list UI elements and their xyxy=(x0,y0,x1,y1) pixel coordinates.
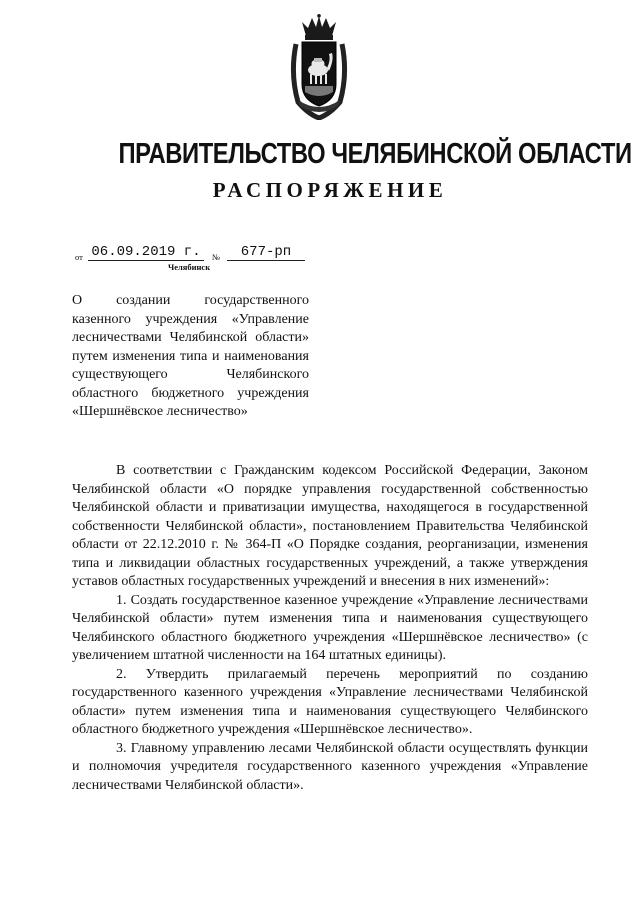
coat-of-arms-emblem xyxy=(288,14,350,120)
paragraph-preamble: В соответствии с Гражданским кодексом Российской Федерации, Законом Челябинской области «О порядке управления государственной собственностью Челябинской области и приватизации имущества, находящегося в государственной собственности Челябинской области», постановлением Правительства Челябинской области от 22.12.2010 г. № 364-П «О Порядке создания, реорганизации, изменения типа и ликвидации областных государственных учреждений, а также утверждения уставов областных государственных учреждений и внесения в них изменений»: xyxy=(72,463,588,589)
number-prefix-label: № xyxy=(212,252,221,262)
date-prefix-label: от xyxy=(75,252,83,262)
paragraph-item-1: 1. Создать государственное казенное учреждение «Управление лесничествами Челябинской области» путем изменения типа и наименования существующего Челябинского областного бюджетного учреждения «Шершнёвское лесничество» (с увеличением штатной численности на 164 штатных единицы). xyxy=(72,592,588,663)
document-registration-line xyxy=(75,244,335,264)
organization-title: ПРАВИТЕЛЬСТВО ЧЕЛЯБИНСКОЙ ОБЛАСТИ xyxy=(118,138,632,170)
document-subject: О создании государственного казенного учреждения «Управление лесничествами Челябинской области» путем изменения типа и наименования существующего Челябинского областного бюджетного учреждения «Шершнёвское лесничество» xyxy=(72,293,309,419)
paragraph-item-2: 2. Утвердить прилагаемый перечень мероприятий по созданию государственного казенного учреждения «Управление лесничествами Челябинской области» путем изменения типа и наименования существующего Челябинского областного бюджетного учреждения «Шершнёвское лесничество». xyxy=(72,666,588,737)
document-date: 06.09.2019 г. xyxy=(88,244,204,261)
document-number: 677-рп xyxy=(227,244,305,261)
paragraph-item-3: 3. Главному управлению лесами Челябинской области осуществлять функции и полномочия учредителя государственного казенного учреждения «Управление лесничествами Челябинской области». xyxy=(72,740,588,793)
document-body xyxy=(72,462,588,795)
document-city: Челябинск xyxy=(168,262,211,272)
document-type-title: РАСПОРЯЖЕНИЕ xyxy=(212,178,448,202)
